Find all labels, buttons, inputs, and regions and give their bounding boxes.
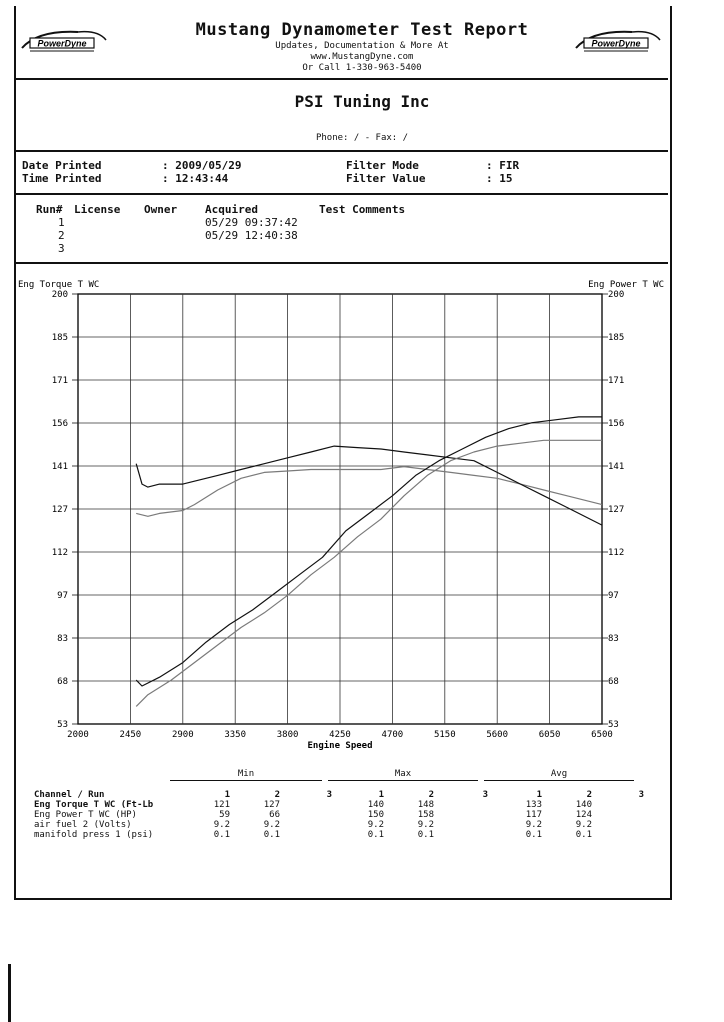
y-tick-label-left: 127 (51, 505, 68, 515)
stats-value: 9.2 (367, 820, 384, 830)
stats-run-number: 3 (326, 790, 332, 800)
runs-header-acquired: Acquired (205, 203, 258, 216)
logo-text: PowerDyne (37, 38, 87, 49)
x-tick-label: 5600 (486, 730, 509, 740)
y-tick-label-left: 83 (57, 634, 68, 644)
stats-value: 9.2 (263, 820, 280, 830)
stats-value: 158 (417, 810, 434, 820)
header-updates-line: Updates, Documentation & More At (275, 41, 449, 51)
x-tick-label: 5150 (433, 730, 456, 740)
y-tick-label-right: 53 (608, 720, 619, 730)
stats-value: 59 (219, 810, 230, 820)
y-tick-label-right: 200 (608, 290, 625, 300)
y-tick-label-right: 97 (608, 591, 619, 601)
runs-header-comments: Test Comments (319, 203, 406, 216)
stats-value: 148 (417, 800, 434, 810)
run-number: 1 (58, 216, 65, 229)
time-printed-label: Time Printed (22, 172, 102, 185)
divider (14, 262, 668, 264)
stats-value: 0.1 (367, 830, 384, 840)
y-tick-label-left: 97 (57, 591, 68, 601)
header-website-line: www.MustangDyne.com (310, 52, 414, 62)
divider (14, 193, 668, 195)
stats-value: 124 (575, 810, 592, 820)
stats-run-number: 2 (274, 790, 280, 800)
stats-group-underline (484, 780, 634, 781)
company-contact: Phone: / - Fax: / (315, 133, 409, 143)
date-printed-label: Date Printed (22, 159, 102, 172)
x-tick-label: 6500 (591, 730, 613, 740)
x-tick-label: 2000 (67, 730, 89, 740)
stats-value: 0.1 (525, 830, 542, 840)
filter-value-label: Filter Value (346, 172, 426, 185)
runs-header-run: Run# (36, 203, 63, 216)
filter-mode-label: Filter Mode (346, 159, 419, 172)
divider (14, 150, 668, 152)
runs-header-license: License (74, 203, 121, 216)
y-tick-label-right: 141 (608, 462, 625, 472)
stats-value: 0.1 (213, 830, 230, 840)
stats-value: 9.2 (575, 820, 592, 830)
y-tick-label-left: 53 (57, 720, 68, 730)
x-tick-label: 4700 (381, 730, 404, 740)
y-tick-label-left: 68 (57, 677, 68, 687)
y-tick-label-left: 156 (51, 419, 68, 429)
run-number: 3 (58, 242, 65, 255)
stats-value: 133 (525, 800, 542, 810)
y-tick-label-right: 127 (608, 505, 625, 515)
stats-group-header: Max (394, 769, 412, 779)
stats-value: 127 (263, 800, 280, 810)
series-line-power-run-2 (136, 417, 602, 686)
y-tick-label-right: 112 (608, 548, 625, 558)
stats-value: 9.2 (417, 820, 434, 830)
time-printed-value: : 12:43:44 (162, 172, 229, 185)
chart-ticks (52, 290, 625, 740)
stats-group-underline (328, 780, 478, 781)
chart-grid (78, 294, 602, 724)
y-tick-label-left: 112 (51, 548, 68, 558)
dyno-chart (0, 270, 724, 760)
stats-value: 9.2 (213, 820, 230, 830)
y-tick-label-left: 200 (51, 290, 68, 300)
stats-run-number: 1 (224, 790, 230, 800)
stats-value: 66 (269, 810, 280, 820)
x-tick-label: 3800 (276, 730, 299, 740)
stats-group-header: Avg (550, 769, 568, 779)
series-line-power-run-1 (136, 440, 602, 706)
x-axis-title: Engine Speed (307, 741, 373, 751)
stats-value: 117 (525, 810, 542, 820)
stats-group-underline (170, 780, 322, 781)
report-title: Mustang Dynamometer Test Report (195, 20, 529, 40)
stats-run-number: 1 (536, 790, 542, 800)
filter-mode-value: : FIR (486, 159, 520, 172)
date-printed-value: : 2009/05/29 (162, 159, 242, 172)
chart-series (136, 417, 602, 707)
scan-mark (8, 964, 11, 1022)
left-axis-label: Eng Torque T WC (18, 280, 100, 290)
stats-channel-label: Eng Torque T WC (Ft-Lb (34, 800, 154, 810)
stats-group-header: Min (237, 769, 255, 779)
stats-run-number: 3 (638, 790, 644, 800)
stats-value: 140 (575, 800, 592, 810)
x-tick-label: 6050 (538, 730, 561, 740)
y-tick-label-left: 171 (51, 376, 68, 386)
run-acquired: 05/29 12:40:38 (205, 229, 298, 242)
stats-header-label: Channel / Run (34, 790, 105, 800)
x-tick-label: 2450 (119, 730, 142, 740)
y-tick-label-left: 141 (51, 462, 68, 472)
run-number: 2 (58, 229, 65, 242)
y-tick-label-right: 83 (608, 634, 619, 644)
stats-value: 0.1 (263, 830, 280, 840)
divider (14, 78, 668, 80)
stats-run-number: 2 (428, 790, 434, 800)
company-name: PSI Tuning Inc (294, 92, 430, 111)
y-tick-label-right: 156 (608, 419, 625, 429)
y-tick-label-right: 68 (608, 677, 619, 687)
stats-value: 150 (367, 810, 384, 820)
right-axis-label: Eng Power T WC (588, 280, 664, 290)
x-tick-label: 4250 (329, 730, 351, 740)
header-phone-line: Or Call 1-330-963-5400 (302, 63, 422, 73)
stats-channel-label: air fuel 2 (Volts) (34, 820, 132, 830)
stats-run-number: 2 (586, 790, 592, 800)
stats-value: 9.2 (525, 820, 542, 830)
filter-value-value: : 15 (486, 172, 513, 185)
run-acquired: 05/29 09:37:42 (205, 216, 298, 229)
stats-run-number: 1 (378, 790, 384, 800)
x-tick-label: 3350 (224, 730, 247, 740)
logo-text: PowerDyne (591, 38, 641, 49)
stats-channel-label: Eng Power T WC (HP) (34, 810, 137, 820)
stats-run-number: 3 (482, 790, 488, 800)
y-tick-label-right: 171 (608, 376, 625, 386)
runs-header-owner: Owner (144, 203, 178, 216)
x-tick-label: 2900 (171, 730, 194, 740)
stats-value: 121 (213, 800, 230, 810)
stats-value: 140 (367, 800, 384, 810)
stats-value: 0.1 (575, 830, 592, 840)
stats-value: 0.1 (417, 830, 434, 840)
y-tick-label-right: 185 (608, 333, 625, 343)
stats-channel-label: manifold press 1 (psi) (34, 830, 154, 840)
y-tick-label-left: 185 (51, 333, 68, 343)
